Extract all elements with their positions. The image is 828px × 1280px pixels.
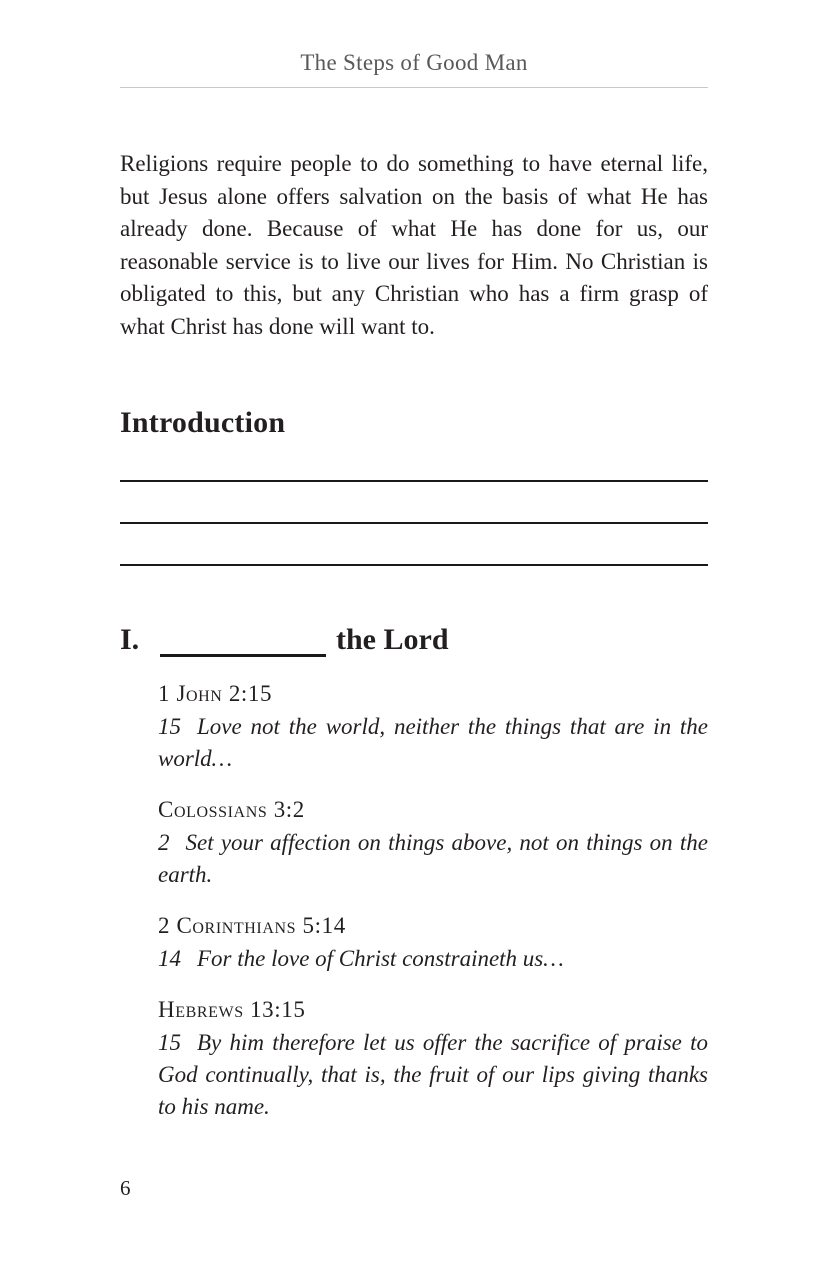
verse-number: 15 (158, 713, 181, 739)
scripture-block (158, 679, 708, 775)
blank-ruled-line (120, 522, 708, 524)
introduction-heading: Introduction (120, 405, 286, 439)
verse-number: 2 (158, 829, 170, 855)
verse-text: Love not the world, neither the things that are in the world… (158, 713, 708, 771)
verse-text: By him therefore let us offer the sacrifice of praise to God continually, that is, the fruit of our lips giving thanks to his name. (158, 1029, 708, 1119)
scripture-block (158, 911, 708, 975)
section-heading (120, 623, 708, 657)
verse-number: 15 (158, 1029, 181, 1055)
running-header: The Steps of Good Man (300, 50, 528, 75)
scripture-verse (158, 943, 708, 975)
scripture-reference: Hebrews 13:15 (158, 996, 306, 1022)
verse-text: For the love of Christ constraineth us… (197, 945, 564, 971)
scripture-reference: 2 Corinthians 5:14 (158, 912, 346, 938)
section-title-suffix: the Lord (336, 622, 449, 656)
scripture-verse (158, 711, 708, 775)
verse-text: Set your affection on things above, not on things on the earth. (158, 829, 708, 887)
fill-in-lines (120, 480, 708, 566)
header-rule (120, 87, 708, 88)
scripture-block (158, 795, 708, 891)
scripture-reference: Colossians 3:2 (158, 796, 305, 822)
page-number: 6 (120, 1176, 131, 1200)
scripture-verse (158, 827, 708, 891)
scripture-list (158, 679, 708, 1123)
fill-in-blank (160, 623, 326, 657)
scripture-verse (158, 1027, 708, 1123)
verse-number: 14 (158, 945, 181, 971)
scripture-reference: 1 John 2:15 (158, 680, 273, 706)
page-content (120, 0, 708, 1123)
section-numeral: I. (120, 622, 140, 656)
blank-ruled-line (120, 564, 708, 566)
intro-paragraph: Religions require people to do something to have eternal life, but Jesus alone offers salvation on the basis of what He has already done. Because of what He has done for us, our reasonable service is to live our lives for Him. No Christian is obligated to this, but any Christian who has a firm grasp of what Christ has done will want to. (120, 151, 708, 339)
blank-ruled-line (120, 480, 708, 482)
scripture-block (158, 995, 708, 1123)
